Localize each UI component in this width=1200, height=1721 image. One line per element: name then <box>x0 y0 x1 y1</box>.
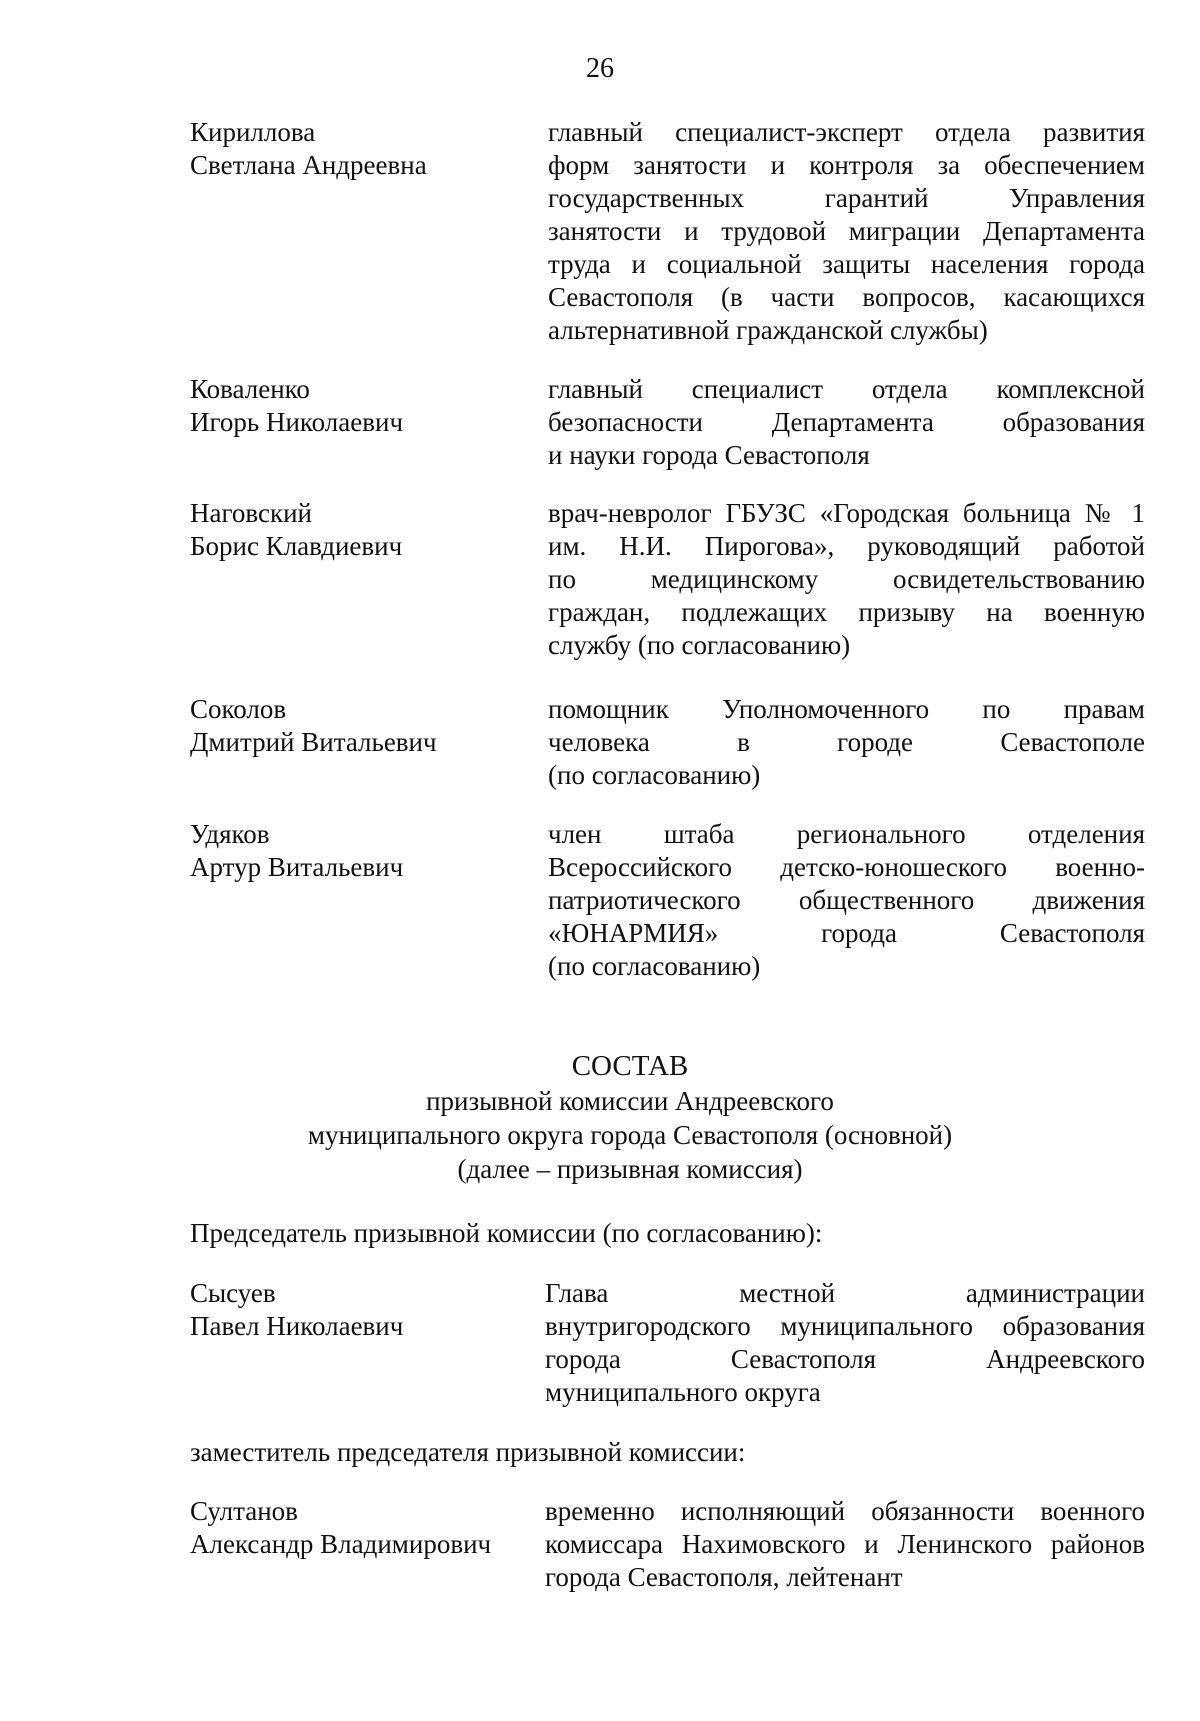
chairman-label: Председатель призывной комиссии (по согласованию): <box>190 1218 823 1248</box>
member-position <box>545 1495 1145 1594</box>
position-line: Глава местной администрации <box>545 1278 1145 1308</box>
position-line: граждан, подлежащих призыву на военную <box>548 597 1145 627</box>
member-position <box>548 818 1145 983</box>
member-name <box>190 1277 530 1343</box>
member-given-name: Артур Витальевич <box>190 852 404 882</box>
position-line: «ЮНАРМИЯ» города Севастополя <box>548 918 1145 948</box>
member-name <box>190 818 530 884</box>
section-subtitle-line: призывной комиссии Андреевского <box>426 1086 834 1116</box>
position-line: (по согласованию) <box>548 760 761 790</box>
position-line: патриотического общественного движения <box>548 885 1145 915</box>
position-line: помощник Уполномоченного по правам <box>548 694 1145 724</box>
member-given-name: Павел Николаевич <box>190 1311 404 1341</box>
member-surname: Удяков <box>190 819 270 849</box>
position-line: города Севастополя Андреевского <box>545 1344 1145 1374</box>
member-name <box>190 1495 530 1561</box>
position-line: Севастополя (в части вопросов, касающихся <box>548 282 1145 312</box>
member-surname: Сысуев <box>190 1278 276 1308</box>
section-subtitle-line: муниципального округа города Севастополя (основной) <box>307 1120 953 1150</box>
position-line: (по согласованию) <box>548 951 761 981</box>
page-number: 26 <box>586 53 614 84</box>
member-position <box>548 373 1145 472</box>
position-line: по медицинскому освидетельствованию <box>548 564 1145 594</box>
position-line: труда и социальной защиты населения города <box>548 249 1145 279</box>
position-line: комиссара Нахимовского и Ленинского районов <box>545 1529 1145 1559</box>
member-position <box>548 497 1145 662</box>
member-surname: Султанов <box>190 1496 298 1526</box>
member-surname: Соколов <box>190 694 287 724</box>
position-line: занятости и трудовой миграции Департамента <box>548 216 1145 246</box>
member-given-name: Игорь Николаевич <box>190 407 404 437</box>
member-given-name: Борис Клавдиевич <box>190 531 403 561</box>
section-heading <box>0 1048 1200 1186</box>
deputy-label: заместитель председателя призывной комиссии: <box>190 1437 746 1467</box>
member-surname: Кириллова <box>190 117 316 147</box>
position-line: города Севастополя, лейтенант <box>545 1562 903 1592</box>
position-line: главный специалист-эксперт отдела развития <box>548 117 1145 147</box>
position-line: человека в городе Севастополе <box>548 727 1145 757</box>
member-name <box>190 497 530 563</box>
position-line: государственных гарантий Управления <box>548 183 1145 213</box>
position-line: службу (по согласованию) <box>548 630 851 660</box>
position-line: временно исполняющий обязанности военного <box>545 1496 1145 1526</box>
position-line: врач-невролог ГБУЗС «Городская больница № 1 <box>548 498 1145 528</box>
member-name <box>190 693 530 759</box>
position-line: Всероссийского детско-юношеского военно- <box>548 852 1145 882</box>
member-position <box>548 116 1145 347</box>
position-line: альтернативной гражданской службы) <box>548 315 988 345</box>
member-given-name: Светлана Андреевна <box>190 150 427 180</box>
section-subtitle-line: (далее – призывная комиссия) <box>457 1154 803 1184</box>
position-line: член штаба регионального отделения <box>548 819 1145 849</box>
member-surname: Наговский <box>190 498 312 528</box>
member-given-name: Дмитрий Витальевич <box>190 727 437 757</box>
position-line: безопасности Департамента образования <box>548 407 1145 437</box>
position-line: форм занятости и контроля за обеспечением <box>548 150 1145 180</box>
member-name <box>190 116 530 182</box>
member-position <box>548 693 1145 792</box>
position-line: внутригородского муниципального образования <box>545 1311 1145 1341</box>
position-line: муниципального округа <box>545 1377 821 1407</box>
member-given-name: Александр Владимирович <box>190 1529 492 1559</box>
position-line: и науки города Севастополя <box>548 440 870 470</box>
position-line: им. Н.И. Пирогова», руководящий работой <box>548 531 1145 561</box>
member-name <box>190 373 530 439</box>
member-position <box>545 1277 1145 1409</box>
position-line: главный специалист отдела комплексной <box>548 374 1145 404</box>
section-title: СОСТАВ <box>571 1050 689 1082</box>
member-surname: Коваленко <box>190 374 310 404</box>
